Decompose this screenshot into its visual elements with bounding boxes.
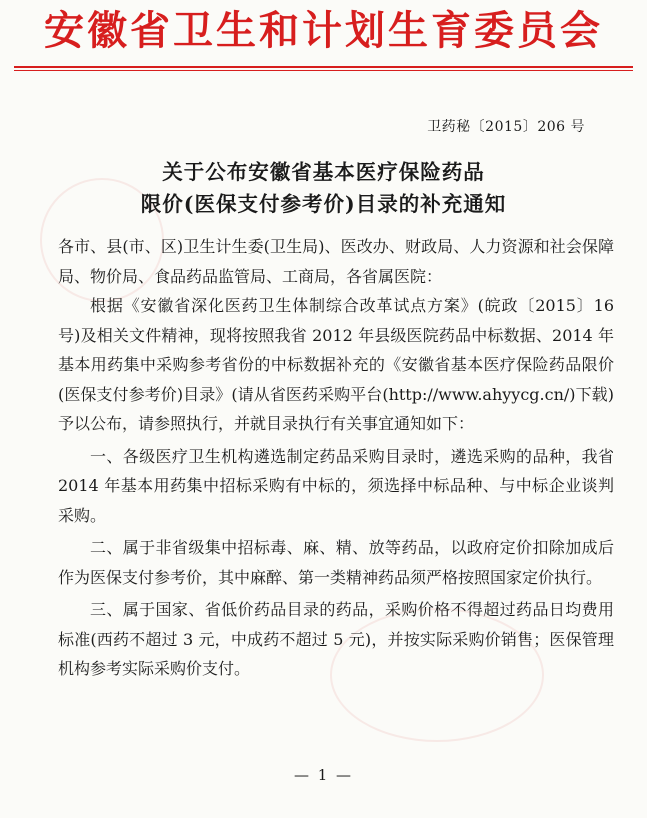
document-title-line-1: 关于公布安徽省基本医疗保险药品 xyxy=(162,160,485,184)
paragraph-item-3: 三、属于国家、省低价药品目录的药品，采购价格不得超过药品日均费用标准(西药不超过 3 元，中成药不超过 5 元)，并按实际采购价销售；医保管理机构参考实际采购价支付。 xyxy=(58,600,614,678)
paragraph-item-2: 二、属于非省级集中招标毒、麻、精、放等药品，以政府定价扣除加成后作为医保支付参考价，其中麻醉、第一类精神药品须严格按照国家定价执行。 xyxy=(58,538,614,587)
paragraph-item-1: 一、各级医疗卫生机构遴选制定药品采购目录时，遴选采购的品种，我省 2014 年基本用药集中招标采购有中标的，须选择中标品种、与中标企业谈判采购。 xyxy=(58,446,614,525)
paragraph-intro: 根据《安徽省深化医药卫生体制综合改革试点方案》(皖政〔2015〕16 号)及相关文件精神，现将按照我省 2012 年县级医院药品中标数据、2014 年基本用药集中采购参考省份的中标数据补充的《安徽省基本医疗保险药品限价(医保支付参考价)目录》(请从省医药采购平台(http://www.ahyycg.cn/)下载) 予以公布，请参照执行，并就目录执行有关事宜通知如下： xyxy=(58,296,614,433)
document-title-line-2: 限价(医保支付参考价)目录的补充通知 xyxy=(140,192,507,216)
document-body xyxy=(58,232,614,684)
document-number: 卫药秘〔2015〕206 号 xyxy=(427,119,585,135)
letterhead-red-rule xyxy=(14,66,633,68)
addressee: 各市、县(市、区)卫生计生委(卫生局)、医改办、财政局、人力资源和社会保障局、物价局、食品药品监管局、工商局，各省属医院： xyxy=(58,237,614,286)
letterhead-red-rule-thin xyxy=(14,70,633,71)
letterhead-title: 安徽省卫生和计划生育委员会 xyxy=(44,7,603,54)
page-number: — 1 — xyxy=(293,766,354,784)
